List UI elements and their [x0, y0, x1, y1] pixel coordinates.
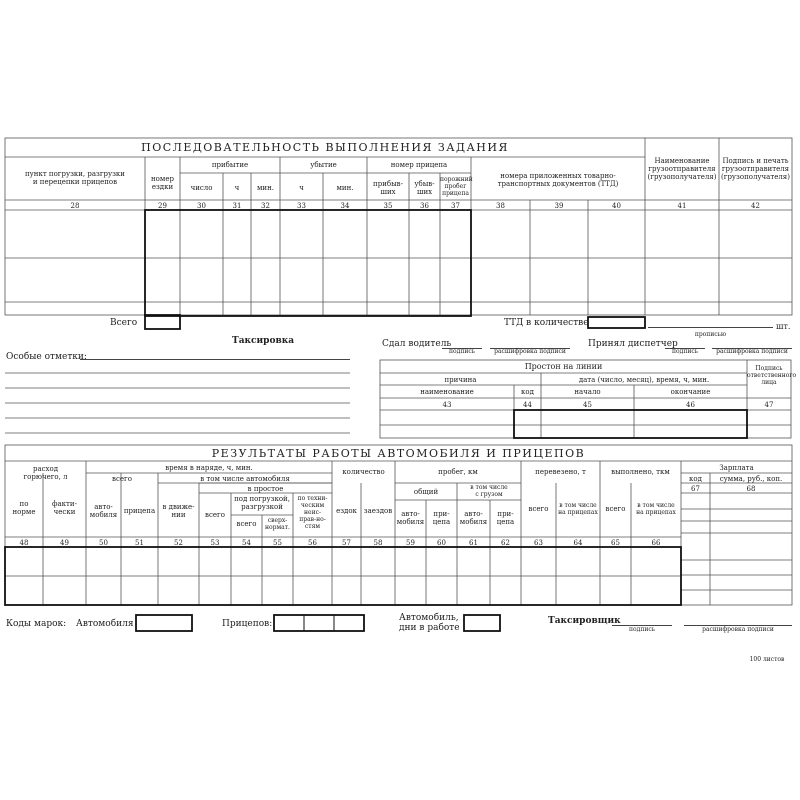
special-marks-label: Особые отметки:: [6, 352, 87, 362]
driver-decoding-caption: расшифровка подписи: [494, 348, 566, 355]
transported-header: перевезено, т: [535, 468, 586, 476]
time-trailer: прицепа: [123, 507, 156, 515]
ttn-docs-header: номера приложенных товарно- транспортных документов (ТТД): [497, 172, 619, 188]
departure-header: убытие: [310, 161, 337, 169]
salary-code: код: [689, 475, 702, 483]
downtime-reason: причина: [444, 376, 477, 384]
mileage-total: общий: [413, 488, 439, 496]
arrival-h: ч: [234, 184, 240, 192]
downtime-datetime: дата (число, месяц), время, ч, мин.: [578, 376, 710, 384]
col-number: 41: [677, 202, 687, 210]
trailer-no-header: номер прицепа: [390, 161, 448, 169]
brand-codes-label: Коды марок:: [6, 619, 67, 629]
salary-sum: сумма, руб., коп.: [719, 475, 783, 483]
col-number: 61: [469, 539, 478, 547]
col-number: 42: [751, 202, 760, 210]
col-number: 34: [340, 202, 350, 210]
time-car: авто- мобиля: [89, 503, 118, 519]
ttd-count-label: ТТД в количестве: [504, 318, 589, 328]
col-number: 44: [523, 401, 532, 409]
col-number: 58: [373, 539, 383, 547]
fuel-header: расход горючего, л: [23, 465, 68, 481]
under-load-total: всего: [236, 520, 257, 528]
departure-h: ч: [299, 184, 304, 192]
fuel-actual: факти- чески: [52, 500, 77, 516]
col-number: 65: [611, 539, 620, 547]
cargo-car: авто- мобиля: [459, 510, 488, 526]
col-number: 53: [210, 539, 220, 547]
transported-total: всего: [528, 505, 549, 513]
cargo-trailer: при- цепа: [496, 510, 515, 526]
col-number: 57: [342, 539, 351, 547]
consignee-sign-header: Подпись и печать грузоотправителя (грузополучателя): [721, 157, 790, 181]
col-number: 49: [60, 539, 69, 547]
col-number: 68: [746, 485, 756, 493]
col-ride-no-header: номер ездки: [151, 175, 174, 191]
over-norm: сверх- нормат.: [265, 517, 290, 531]
col-number: 45: [583, 401, 592, 409]
brand-car-label: Автомобиля: [76, 619, 134, 629]
pcs-label: шт.: [776, 322, 791, 331]
trailers-arrived: прибыв- ших: [373, 180, 403, 196]
col-number: 32: [261, 202, 270, 210]
trailers-departed: убыв- ших: [414, 180, 435, 196]
mileage-header: пробег, км: [438, 468, 478, 476]
quantity-header: количество: [342, 468, 385, 476]
col-number: 64: [573, 539, 583, 547]
col-number: 37: [451, 202, 460, 210]
col-number: 50: [99, 539, 108, 547]
downtime-title: Простон на линии: [524, 362, 603, 371]
in-motion: в движе- нии: [162, 503, 195, 519]
downtime-start: начало: [574, 388, 601, 396]
sheets-count: 100 листов: [749, 656, 785, 663]
in-words-caption: прописью: [694, 331, 727, 338]
mileage-with-cargo: в том числе с грузом: [470, 484, 508, 498]
col-number: 40: [612, 202, 621, 210]
mileage-trailer: при- цепа: [432, 510, 451, 526]
col-number: 30: [197, 202, 206, 210]
col-point-header: пункт погрузки, разгрузки и перецепки прицепов: [25, 170, 125, 186]
col-number: 66: [651, 539, 661, 547]
top-title: ПОСЛЕДОВАТЕЛЬНОСТЬ ВЫПОЛНЕНИЯ ЗАДАНИЯ: [141, 141, 509, 154]
driver-signature-caption: подпись: [449, 348, 475, 355]
salary-header: Зарплата: [719, 464, 754, 472]
calls: заездов: [363, 507, 393, 515]
col-number: 39: [554, 202, 564, 210]
taxation-title: Таксировка: [232, 336, 295, 346]
time-in-duty: время в наряде, ч, мин.: [165, 464, 253, 472]
time-incl-car: в том числе автомобиля: [200, 475, 290, 483]
done-header: выполнено, ткм: [611, 468, 670, 476]
done-total: всего: [605, 505, 626, 513]
col-number: 36: [420, 202, 429, 210]
time-total: всего: [112, 475, 132, 483]
arrival-min: мин.: [256, 184, 274, 192]
total-label: Всего: [110, 318, 138, 328]
col-number: 46: [686, 401, 695, 409]
under-load: под погрузкой, разгрузкой: [234, 495, 290, 511]
col-number: 29: [158, 202, 167, 210]
arrival-header: прибытие: [211, 161, 249, 169]
idle-total: всего: [205, 511, 225, 519]
idle-header: в простое: [247, 485, 284, 493]
col-number: 38: [496, 202, 505, 210]
taxator-signature-caption: подпись: [629, 626, 655, 633]
transported-trailers: в том числе на прицепах: [558, 502, 598, 516]
taxator-label: Таксировщик: [548, 616, 621, 626]
downtime-name: наименование: [420, 388, 474, 396]
mileage-car: авто- мобиля: [396, 510, 425, 526]
col-number: 33: [297, 202, 306, 210]
col-number: 47: [764, 401, 774, 409]
in-words-field[interactable]: [648, 327, 773, 328]
taxator-decoding-caption: расшифровка подписи: [702, 626, 774, 633]
col-number: 59: [406, 539, 415, 547]
col-number: 43: [442, 401, 452, 409]
done-trailers: в том числе на прицепах: [636, 502, 676, 516]
col-number: 62: [501, 539, 510, 547]
col-number: 54: [242, 539, 251, 547]
rides: ездок: [336, 507, 357, 515]
dispatcher-signature-caption: подпись: [672, 348, 698, 355]
col-number: 48: [19, 539, 29, 547]
dispatcher-accepted-label: Принял диспетчер: [588, 339, 678, 349]
consignee-name-header: Наименование грузоотправителя (грузополучателя): [647, 157, 717, 181]
tech-fault: по техни- ческим неис- прав-но- стям: [297, 495, 328, 530]
car-days-label: Автомобиль, дни в работе: [399, 613, 460, 633]
col-number: 63: [534, 539, 543, 547]
col-number: 51: [135, 539, 144, 547]
special-marks-field[interactable]: [80, 359, 350, 360]
col-number: 31: [232, 202, 242, 210]
driver-handed-label: Сдал водитель: [382, 339, 452, 349]
col-number: 28: [70, 202, 80, 210]
downtime-code: код: [521, 388, 534, 396]
arrival-num: число: [190, 184, 213, 192]
col-number: 52: [174, 539, 183, 547]
downtime-end: окончание: [670, 388, 711, 396]
dispatcher-decoding-caption: расшифровка подписи: [716, 348, 788, 355]
brand-trailers-label: Прицепов:: [222, 619, 273, 629]
downtime-responsible: Подпись ответственного лица: [747, 365, 797, 386]
results-title: РЕЗУЛЬТАТЫ РАБОТЫ АВТОМОБИЛЯ И ПРИЦЕПОВ: [211, 447, 586, 460]
col-number: 67: [691, 485, 700, 493]
col-number: 56: [308, 539, 317, 547]
fuel-by-norm: по норме: [12, 500, 36, 516]
col-number: 55: [273, 539, 282, 547]
col-number: 60: [437, 539, 446, 547]
col-number: 35: [383, 202, 393, 210]
empty-run: порожний пробег прицепа: [440, 176, 473, 197]
departure-min: мин.: [336, 184, 354, 192]
